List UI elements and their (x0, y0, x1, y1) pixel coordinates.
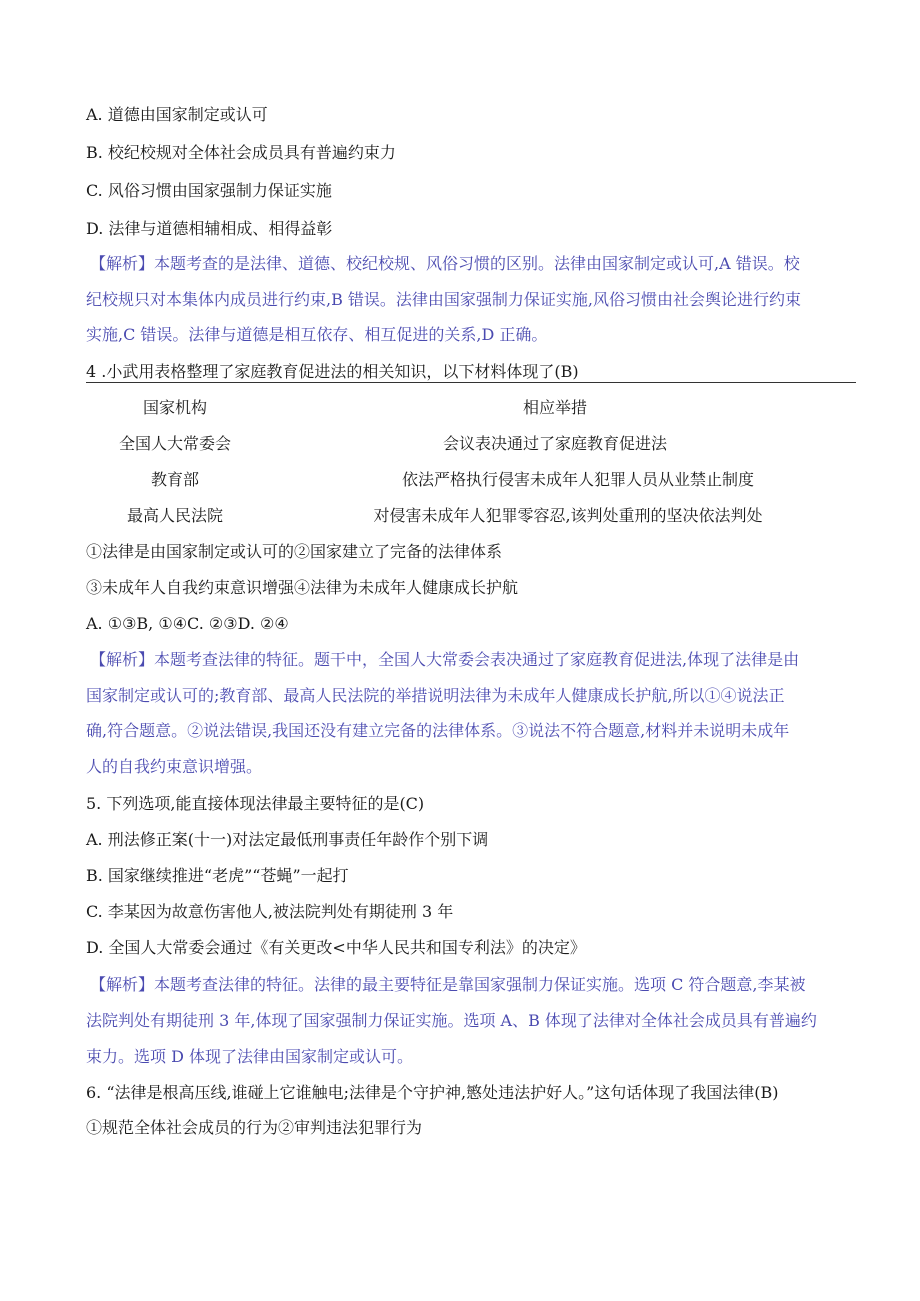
q5-option-b: B. 国家继续推进“老虎”“苍蝇”一起打 (86, 866, 349, 885)
table-row-1-measure: 会议表决通过了家庭教育促进法 (442, 434, 668, 453)
q3-analysis-line-1: 【解析】本题考查的是法律、道德、校纪校规、风俗习惯的区别。法律由国家制定或认可,A 错误。校 (90, 254, 800, 273)
q5-stem: 5. 下列选项,能直接体现法律最主要特征的是(C) (86, 794, 425, 813)
table-row-2-agency: 教育部 (150, 470, 200, 489)
analysis-tag: 【解析】 (90, 254, 155, 273)
q4-choices: A. ①③B, ①④C. ②③D. ②④ (86, 614, 289, 633)
table-row-3-measure: 对侵害未成年人犯罪零容忍,该判处重刑的坚决依法判处 (373, 506, 763, 525)
q5-option-d: D. 全国人大常委会通过《有关更改<中华人民共和国专利法》的决定》 (86, 938, 586, 957)
q4-analysis-line-3: 确,符合题意。②说法错误,我国还没有建立完备的法律体系。③说法不符合题意,材料并未说明未成年 (86, 721, 790, 740)
q4-stem: 4 .小武用表格整理了家庭教育促进法的相关知识，以下材料体现了(B) (86, 362, 579, 381)
q3-option-d: D. 法律与道德相辅相成、相得益彰 (86, 219, 333, 238)
analysis-tag: 【解析】 (90, 650, 155, 669)
q5-option-a: A. 刑法修正案(十一)对法定最低刑事责任年龄作个别下调 (86, 830, 489, 849)
q5-analysis-line-3: 束力。选项 D 体现了法律由国家制定或认可。 (86, 1047, 414, 1066)
table-row-1-agency: 全国人大常委会 (118, 434, 232, 453)
q5-analysis-line-1: 【解析】本题考查法律的特征。法律的最主要特征是靠国家强制力保证实施。选项 C 符合题意,李某被 (90, 975, 806, 994)
q3-analysis-line-3: 实施,C 错误。法律与道德是相互依存、相互促进的关系,D 正确。 (86, 325, 548, 344)
q4-analysis-line-4: 人的自我约束意识增强。 (86, 757, 263, 776)
q4-statement-1: ①法律是由国家制定或认可的②国家建立了完备的法律体系 (86, 542, 503, 561)
q3-analysis-line-2: 纪校规只对本集体内成员进行约束,B 错误。法律由国家强制力保证实施,风俗习惯由社会舆论进行约束 (86, 290, 802, 309)
q4-statement-2: ③未成年人自我约束意识增强④法律为未成年人健康成长护航 (86, 578, 519, 597)
table-header-measure: 相应举措 (522, 398, 588, 417)
analysis-tag: 【解析】 (90, 975, 155, 994)
q3-option-b: B. 校纪校规对全体社会成员具有普遍约束力 (86, 143, 396, 162)
table-header-agency: 国家机构 (142, 398, 208, 417)
q6-stem: 6. “法律是根高压线,谁碰上它谁触电;法律是个守护神,慜处违法护好人。”这句话体现了我国法律(B) (86, 1083, 779, 1102)
table-row-3-agency: 最高人民法院 (126, 506, 224, 525)
q4-analysis-line-1: 【解析】本题考查法律的特征。题干中，全国人大常委会表决通过了家庭教育促进法,体现了法律是由 (90, 650, 800, 669)
q3-option-c: C. 风俗习惯由国家强制力保证实施 (86, 181, 332, 200)
q5-analysis-line-2: 法院判处有期徒刑 3 年,体现了国家强制力保证实施。选项 A、B 体现了法律对全体社会成员具有普遍约 (86, 1011, 817, 1030)
q3-option-a: A. 道德由国家制定或认可 (86, 105, 268, 124)
table-row-2-measure: 依法严格执行侵害未成年人犯罪人员从业禁止制度 (401, 470, 755, 489)
q6-statement: ①规范全体社会成员的行为②审判违法犯罪行为 (86, 1118, 423, 1137)
table-top-rule (86, 382, 856, 383)
q5-option-c: C. 李某因为故意伤害他人,被法院判处有期徒刑 3 年 (86, 902, 454, 921)
q4-analysis-line-2: 国家制定或认可的;教育部、最高人民法院的举措说明法律为未成年人健康成长护航,所以①④说法正 (86, 686, 785, 705)
